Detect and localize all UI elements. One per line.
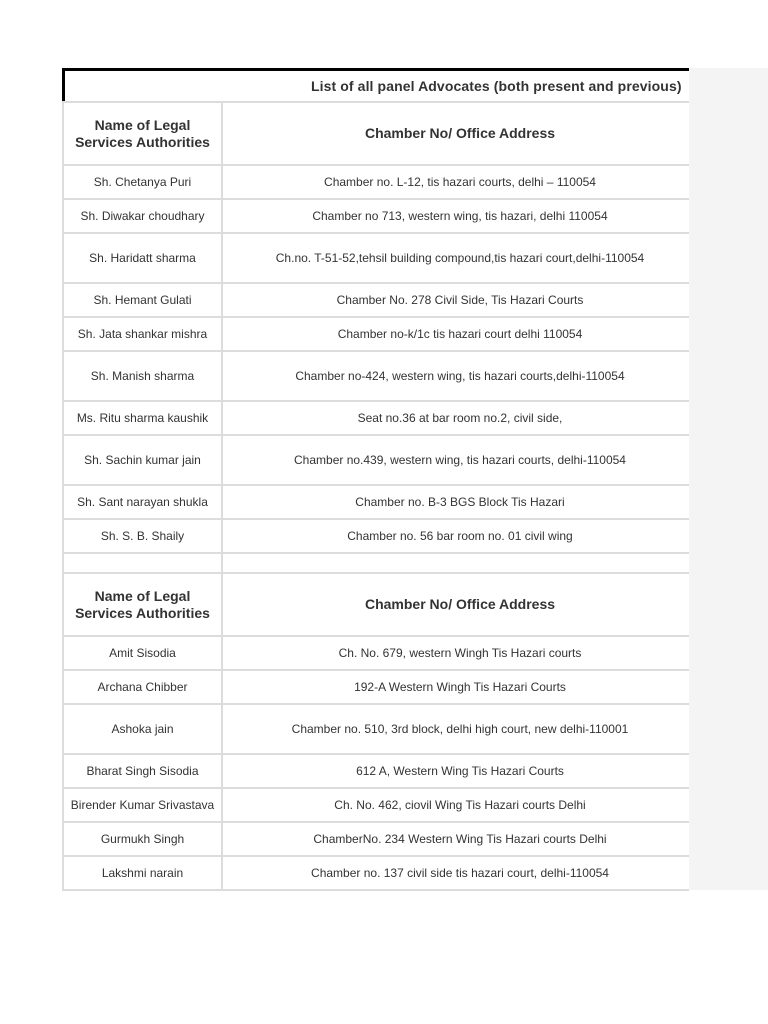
name-cell[interactable]: Archana Chibber [63, 670, 222, 704]
table-row [63, 199, 689, 233]
table-row [63, 636, 689, 670]
name-cell[interactable]: Sh. Haridatt sharma [63, 233, 222, 283]
table-row [63, 351, 689, 401]
header-name-cell[interactable]: Name of Legal Services Authorities [63, 573, 222, 636]
table-row [63, 401, 689, 435]
empty-cell[interactable] [222, 553, 689, 573]
address-cell[interactable]: 612 A, Western Wing Tis Hazari Courts [222, 754, 689, 788]
name-cell[interactable]: Bharat Singh Sisodia [63, 754, 222, 788]
table-header-row [63, 102, 689, 165]
header-address-cell[interactable]: Chamber No/ Office Address [222, 102, 689, 165]
address-cell[interactable]: Seat no.36 at bar room no.2, civil side, [222, 401, 689, 435]
table-row [63, 704, 689, 754]
side-panel [689, 68, 768, 890]
name-cell[interactable]: Gurmukh Singh [63, 822, 222, 856]
table-row [63, 435, 689, 485]
table-row [63, 670, 689, 704]
address-cell[interactable]: Chamber no. 137 civil side tis hazari court, delhi-110054 [222, 856, 689, 890]
name-cell[interactable]: Ms. Ritu sharma kaushik [63, 401, 222, 435]
address-cell[interactable]: Chamber no.439, western wing, tis hazari courts, delhi-110054 [222, 435, 689, 485]
address-cell[interactable]: Chamber no-k/1c tis hazari court delhi 110054 [222, 317, 689, 351]
table-row [63, 856, 689, 890]
name-cell[interactable]: Sh. Hemant Gulati [63, 283, 222, 317]
table-row [63, 754, 689, 788]
name-cell[interactable]: Lakshmi narain [63, 856, 222, 890]
address-cell[interactable]: Chamber no. L-12, tis hazari courts, delhi – 110054 [222, 165, 689, 199]
name-cell[interactable]: Sh. Chetanya Puri [63, 165, 222, 199]
name-cell[interactable]: Ashoka jain [63, 704, 222, 754]
address-cell[interactable]: Chamber no. 56 bar room no. 01 civil wing [222, 519, 689, 553]
table-row [63, 485, 689, 519]
address-cell[interactable]: 192-A Western Wingh Tis Hazari Courts [222, 670, 689, 704]
name-cell[interactable]: Sh. Diwakar choudhary [63, 199, 222, 233]
empty-cell[interactable] [63, 553, 222, 573]
address-cell[interactable]: Chamber No. 278 Civil Side, Tis Hazari Courts [222, 283, 689, 317]
name-cell[interactable]: Amit Sisodia [63, 636, 222, 670]
name-cell[interactable]: Sh. Sant narayan shukla [63, 485, 222, 519]
table-row [63, 317, 689, 351]
address-cell[interactable]: Chamber no 713, western wing, tis hazari, delhi 110054 [222, 199, 689, 233]
name-cell[interactable]: Sh. Jata shankar mishra [63, 317, 222, 351]
header-address-cell[interactable]: Chamber No/ Office Address [222, 573, 689, 636]
advocates-table [62, 101, 689, 891]
sheet-title: List of all panel Advocates (both present and previous) [311, 78, 682, 94]
table-row [63, 165, 689, 199]
empty-row [63, 553, 689, 573]
table-row [63, 283, 689, 317]
table-row [63, 233, 689, 283]
advocates-sheet [62, 68, 689, 891]
table-row [63, 788, 689, 822]
address-cell[interactable]: Ch. No. 679, western Wingh Tis Hazari courts [222, 636, 689, 670]
name-cell[interactable]: Birender Kumar Srivastava [63, 788, 222, 822]
address-cell[interactable]: Ch.no. T-51-52,tehsil building compound,tis hazari court,delhi-110054 [222, 233, 689, 283]
address-cell[interactable]: ChamberNo. 234 Western Wing Tis Hazari courts Delhi [222, 822, 689, 856]
header-name-cell[interactable]: Name of Legal Services Authorities [63, 102, 222, 165]
address-cell[interactable]: Ch. No. 462, ciovil Wing Tis Hazari courts Delhi [222, 788, 689, 822]
address-cell[interactable]: Chamber no-424, western wing, tis hazari courts,delhi-110054 [222, 351, 689, 401]
table-header-row [63, 573, 689, 636]
table-row [63, 519, 689, 553]
address-cell[interactable]: Chamber no. B-3 BGS Block Tis Hazari [222, 485, 689, 519]
table-row [63, 822, 689, 856]
name-cell[interactable]: Sh. Sachin kumar jain [63, 435, 222, 485]
title-row [62, 68, 689, 101]
name-cell[interactable]: Sh. Manish sharma [63, 351, 222, 401]
address-cell[interactable]: Chamber no. 510, 3rd block, delhi high court, new delhi-110001 [222, 704, 689, 754]
name-cell[interactable]: Sh. S. B. Shaily [63, 519, 222, 553]
